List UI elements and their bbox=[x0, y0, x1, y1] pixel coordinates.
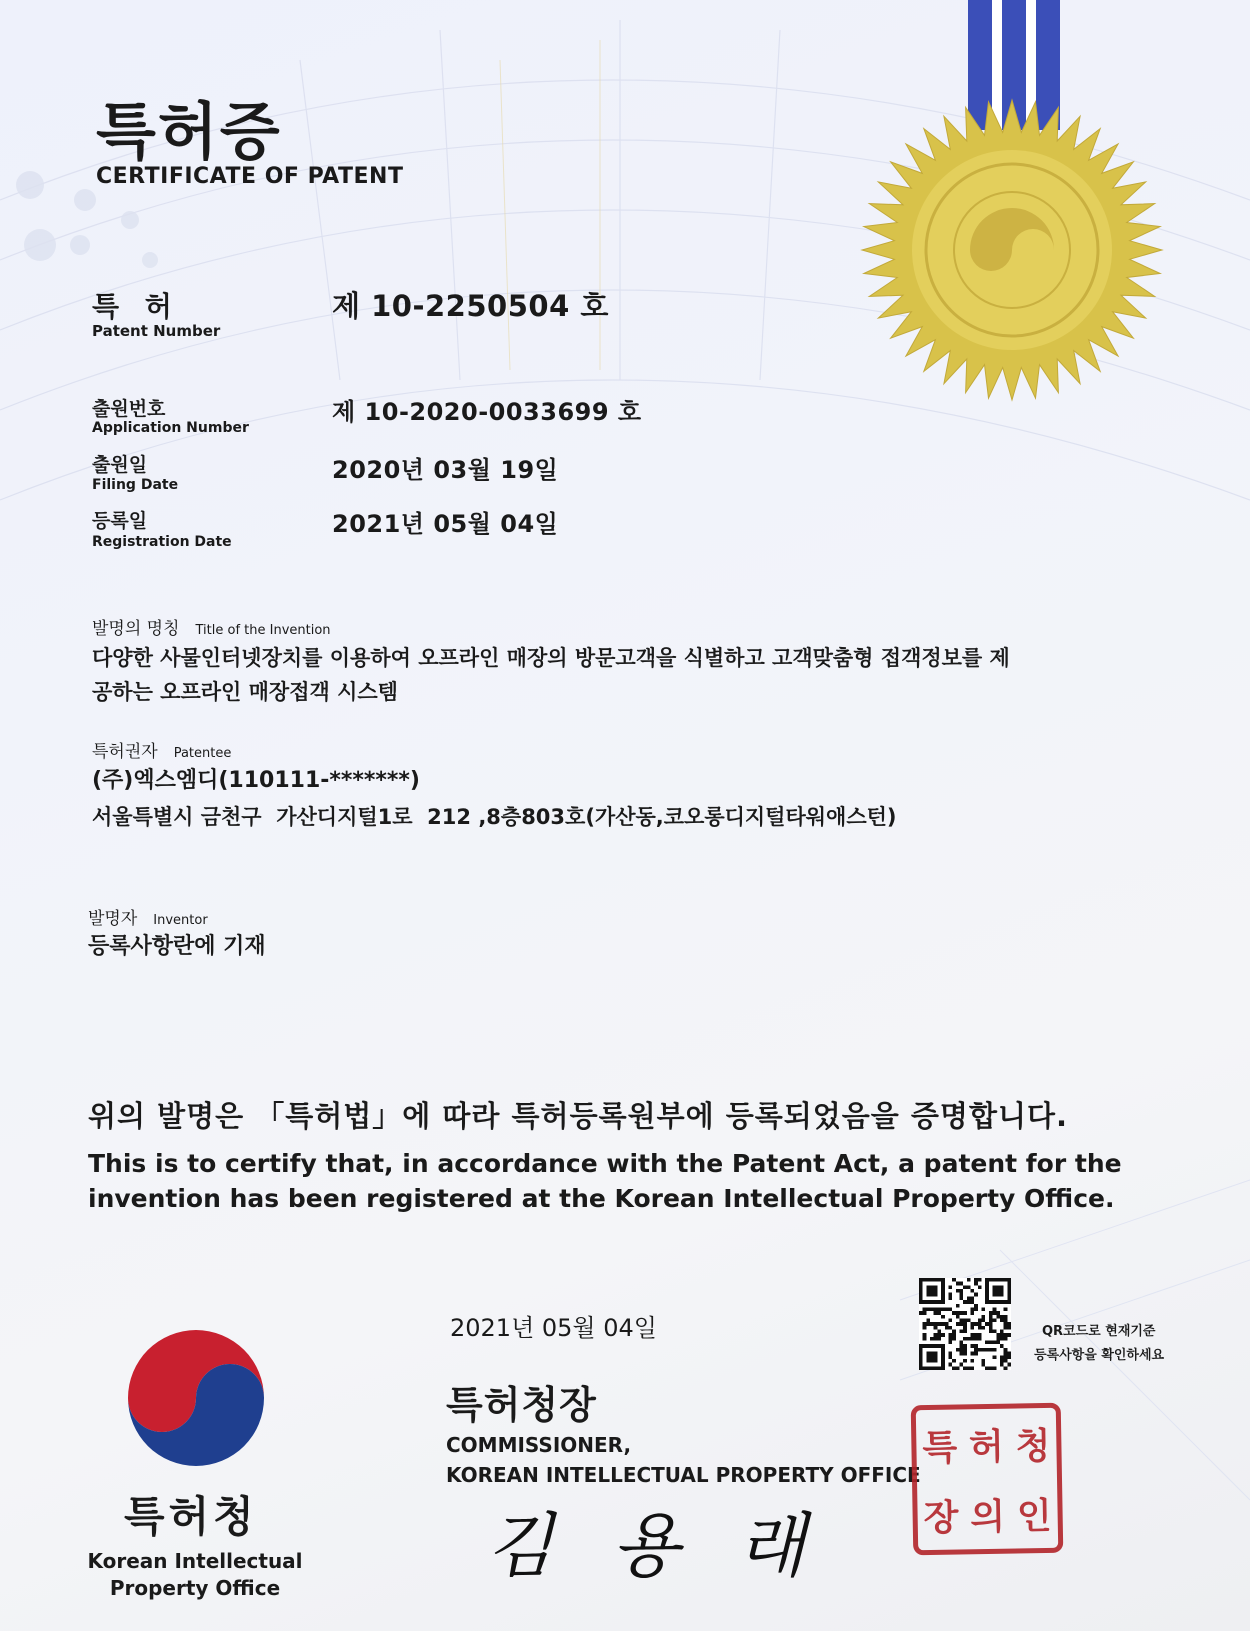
stamp-char: 특 bbox=[922, 1426, 958, 1469]
invention-title-line-2: 공하는 오프라인 매장접객 시스템 bbox=[92, 680, 398, 704]
stamp-char: 허 bbox=[968, 1425, 1005, 1468]
certification-english-line-2: invention has been registered at the Korean Intellectual Property Office. bbox=[88, 1184, 1115, 1213]
certification-statement-english bbox=[88, 1146, 1158, 1216]
patent-number-label-en: Patent Number bbox=[92, 322, 221, 340]
qr-code[interactable] bbox=[914, 1278, 1016, 1370]
qr-note-line-1: QR코드로 현재기준 bbox=[1042, 1324, 1156, 1339]
certificate-title-english: CERTIFICATE OF PATENT bbox=[96, 164, 404, 189]
office-name-english-line-1: Korean Intellectual bbox=[87, 1549, 303, 1573]
official-red-stamp bbox=[911, 1403, 1064, 1556]
office-name-english bbox=[86, 1548, 304, 1602]
registration-date-label-en: Registration Date bbox=[92, 534, 232, 550]
stamp-char: 청 bbox=[1015, 1424, 1051, 1467]
commissioner-title-english bbox=[446, 1430, 921, 1490]
stamp-char: 장 bbox=[923, 1496, 959, 1539]
application-number-value: 제 10-2020-0033699 호 bbox=[332, 398, 642, 426]
patentee-section bbox=[92, 737, 231, 762]
commissioner-english-line-2: KOREAN INTELLECTUAL PROPERTY OFFICE bbox=[446, 1463, 921, 1487]
gold-seal-with-ribbon bbox=[850, 0, 1170, 420]
office-name-korean: 특허청 bbox=[124, 1492, 258, 1541]
patentee-label: 특허권자 bbox=[92, 742, 158, 762]
stamp-char: 인 bbox=[1016, 1494, 1053, 1537]
commissioner-english-line-1: COMMISSIONER, bbox=[446, 1433, 632, 1457]
office-name-english-line-2: Property Office bbox=[109, 1576, 281, 1600]
invention-title-label-en: Title of the Invention bbox=[195, 623, 331, 638]
qr-note-line-2: 등록사항을 확인하세요 bbox=[1034, 1348, 1165, 1363]
qr-code-note bbox=[1034, 1320, 1224, 1368]
commissioner-title-korean: 특허청장 bbox=[446, 1383, 597, 1427]
registration-date-label: 등록일 bbox=[92, 510, 148, 532]
patentee-name: (주)엑스엠디(110111-*******) bbox=[92, 768, 420, 793]
inventor-label: 발명자 bbox=[88, 909, 138, 929]
certification-statement-korean: 위의 발명은 「특허법」에 따라 특허등록원부에 등록되었음을 증명합니다. bbox=[88, 1099, 1069, 1133]
certification-english-line-1: This is to certify that, in accordance with the Patent Act, a patent for the bbox=[88, 1149, 1122, 1178]
inventor-section bbox=[88, 904, 208, 929]
filing-date-label: 출원일 bbox=[92, 454, 148, 476]
filing-date-value: 2020년 03월 19일 bbox=[332, 456, 559, 484]
patent-number-label: 특 허 bbox=[92, 290, 180, 323]
inventor-label-en: Inventor bbox=[153, 913, 208, 928]
registration-date-value: 2021년 05월 04일 bbox=[332, 510, 559, 538]
issue-date: 2021년 05월 04일 bbox=[450, 1314, 657, 1342]
patent-number-value: 제 10-2250504 호 bbox=[332, 289, 609, 323]
invention-title-line-1: 다양한 사물인터넷장치를 이용하여 오프라인 매장의 방문고객을 식별하고 고객맞춤형 접객정보를 제 bbox=[92, 646, 1010, 670]
invention-title-section bbox=[92, 614, 331, 639]
application-number-label-en: Application Number bbox=[92, 420, 249, 436]
inventor-value: 등록사항란에 기재 bbox=[88, 934, 266, 959]
stamp-char: 의 bbox=[969, 1495, 1006, 1538]
patentee-address: 서울특별시 금천구 가산디지털1로 212 ,8층803호(가산동,코오롱디지털타워애스턴) bbox=[92, 805, 897, 829]
filing-date-label-en: Filing Date bbox=[92, 477, 179, 493]
patentee-label-en: Patentee bbox=[173, 746, 232, 761]
certificate-title-korean: 특허증 bbox=[96, 95, 282, 168]
commissioner-signature: 김 용 래 bbox=[486, 1505, 824, 1587]
invention-title-label: 발명의 명칭 bbox=[92, 619, 180, 639]
application-number-label: 출원번호 bbox=[92, 398, 166, 420]
kipo-taegeuk-logo-icon bbox=[116, 1318, 276, 1478]
